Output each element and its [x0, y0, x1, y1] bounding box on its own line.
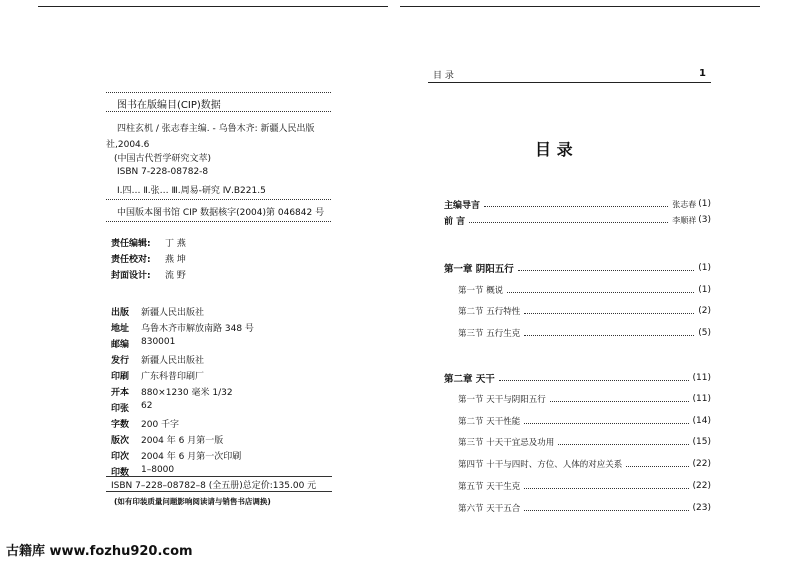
toc-entry-preface[interactable]	[444, 213, 711, 227]
toc-entry-page: (3)	[698, 215, 711, 225]
toc-section-2-3[interactable]	[458, 435, 711, 449]
isbn-bottom-rule	[106, 491, 332, 492]
site-watermark: 古籍库 www.fozhu920.com	[6, 544, 193, 559]
toc-entry-page: (2)	[698, 306, 711, 316]
editor-value: 丁 燕	[165, 239, 186, 249]
toc-leader-dots	[499, 380, 689, 381]
print-run-value: 1–8000	[141, 465, 175, 475]
toc-leader-dots	[524, 510, 688, 511]
toc-leader-dots	[507, 292, 694, 293]
toc-entry-label: 第三节 五行生克	[458, 329, 521, 339]
toc-leader-dots	[550, 401, 689, 402]
proofreader-value: 燕 坤	[165, 255, 186, 265]
cip-bottom-rule	[106, 221, 331, 222]
toc-leader-dots	[558, 444, 688, 445]
toc-entry-label: 主编导言	[444, 200, 481, 211]
toc-section-1-3[interactable]	[458, 326, 711, 340]
edition-value: 2004 年 6 月第一版	[141, 436, 224, 446]
toc-chapter-1[interactable]	[444, 261, 711, 275]
toc-entry-label: 第二章 天干	[444, 374, 495, 385]
toc-leader-dots	[484, 206, 668, 207]
toc-entry-label: 前 言	[444, 216, 466, 227]
running-header-rule	[428, 82, 711, 83]
toc-entry-page: (22)	[692, 481, 711, 491]
toc-entry-page: (15)	[692, 437, 711, 447]
cip-mid-rule	[106, 199, 331, 200]
cip-line: 四柱玄机 / 张志春主编. - 乌鲁木齐: 新疆人民出版	[117, 124, 315, 134]
toc-entry-page: (23)	[692, 503, 711, 513]
postcode-label: 邮编	[111, 340, 130, 350]
cip-catalog-number: 中国版本图书馆 CIP 数据核字(2004)第 046842 号	[117, 208, 325, 218]
toc-entry-label: 第二节 天干性能	[458, 417, 521, 427]
toc-entry-label: 第二节 五行特性	[458, 307, 521, 317]
quality-notice: (如有印装质量问题影响阅读请与销售书店调换)	[114, 497, 271, 506]
print-run-label: 印数	[111, 468, 130, 478]
publisher-label: 出版	[111, 308, 130, 318]
toc-entry-editor-intro[interactable]	[444, 197, 711, 211]
cip-line: 社,2004.6	[106, 140, 150, 150]
toc-title: 目 录	[535, 140, 573, 159]
toc-leader-dots	[524, 488, 688, 489]
cip-title-rule	[106, 111, 331, 112]
sheets-label: 印张	[111, 404, 130, 414]
toc-chapter-2[interactable]	[444, 371, 711, 385]
toc-entry-page: (5)	[698, 328, 711, 338]
toc-section-2-5[interactable]	[458, 479, 711, 493]
toc-entry-page: (11)	[692, 394, 711, 404]
cip-title: 图书在版编目(CIP)数据	[117, 100, 221, 111]
printing-value: 2004 年 6 月第一次印刷	[141, 452, 242, 462]
cover-designer-value: 流 野	[165, 271, 186, 281]
toc-leader-dots	[524, 313, 694, 314]
toc-section-1-1[interactable]	[458, 283, 711, 297]
format-label: 开本	[111, 388, 130, 398]
cip-isbn: ISBN 7-228-08782-8	[117, 167, 209, 177]
cip-line: (中国古代哲学研究文萃)	[114, 154, 212, 164]
isbn-top-rule	[106, 476, 332, 477]
editor-label: 责任编辑:	[111, 239, 151, 249]
toc-leader-dots	[524, 335, 694, 336]
toc-leader-dots	[524, 423, 688, 424]
edition-label: 版次	[111, 436, 130, 446]
proofreader-label: 责任校对:	[111, 255, 151, 265]
word-count-label: 字数	[111, 420, 130, 430]
toc-section-2-2[interactable]	[458, 414, 711, 428]
toc-section-2-6[interactable]	[458, 501, 711, 515]
toc-entry-label: 第一节 天干与阴阳五行	[458, 395, 546, 405]
printer-label: 印刷	[111, 372, 130, 382]
toc-entry-page: (22)	[692, 459, 711, 469]
toc-entry-label: 第一章 阴阳五行	[444, 264, 514, 275]
toc-entry-label: 第六节 天干五合	[458, 504, 521, 514]
toc-entry-page: (14)	[692, 416, 711, 426]
right-page-top-edge	[400, 6, 760, 7]
left-page-top-edge	[38, 6, 388, 7]
word-count-value: 200 千字	[141, 420, 180, 430]
running-header-page: 1	[699, 68, 706, 79]
postcode-value: 830001	[141, 337, 176, 347]
toc-entry-label: 第三节 十天干宜忌及功用	[458, 438, 555, 448]
toc-leader-dots	[518, 270, 694, 271]
printer-value: 广东科普印刷厂	[141, 372, 205, 382]
toc-entry-author: 张志春	[672, 199, 697, 209]
toc-leader-dots	[469, 222, 668, 223]
toc-entry-page: (1)	[698, 263, 711, 273]
toc-entry-page: (11)	[692, 373, 711, 383]
distributor-label: 发行	[111, 356, 130, 366]
toc-section-2-4[interactable]	[458, 457, 711, 471]
publisher-value: 新疆人民出版社	[141, 308, 205, 318]
cover-designer-label: 封面设计:	[111, 271, 151, 281]
distributor-value: 新疆人民出版社	[141, 356, 205, 366]
toc-section-1-2[interactable]	[458, 304, 711, 318]
running-header-title: 目 录	[433, 71, 454, 81]
address-label: 地址	[111, 324, 130, 334]
toc-leader-dots	[626, 466, 688, 467]
printing-label: 印次	[111, 452, 130, 462]
address-value: 乌鲁木齐市解放南路 348 号	[141, 324, 254, 334]
format-value: 880×1230 毫米 1/32	[141, 388, 233, 398]
toc-entry-page: (1)	[698, 199, 711, 209]
toc-entry-label: 第四节 十干与四时、方位、人体的对应关系	[458, 460, 623, 470]
toc-section-2-1[interactable]	[458, 392, 711, 406]
sheets-value: 62	[141, 401, 153, 411]
cip-classification: Ⅰ.四… Ⅱ.张… Ⅲ.周易-研究 Ⅳ.B221.5	[117, 186, 266, 196]
toc-entry-author: 李顺祥	[672, 215, 697, 225]
toc-entry-page: (1)	[698, 285, 711, 295]
cip-top-rule	[106, 92, 331, 93]
isbn-price: ISBN 7–228–08782–8 (全五册)总定价:135.00 元	[111, 481, 317, 491]
toc-entry-label: 第一节 概说	[458, 286, 504, 296]
toc-entry-label: 第五节 天干生克	[458, 482, 521, 492]
